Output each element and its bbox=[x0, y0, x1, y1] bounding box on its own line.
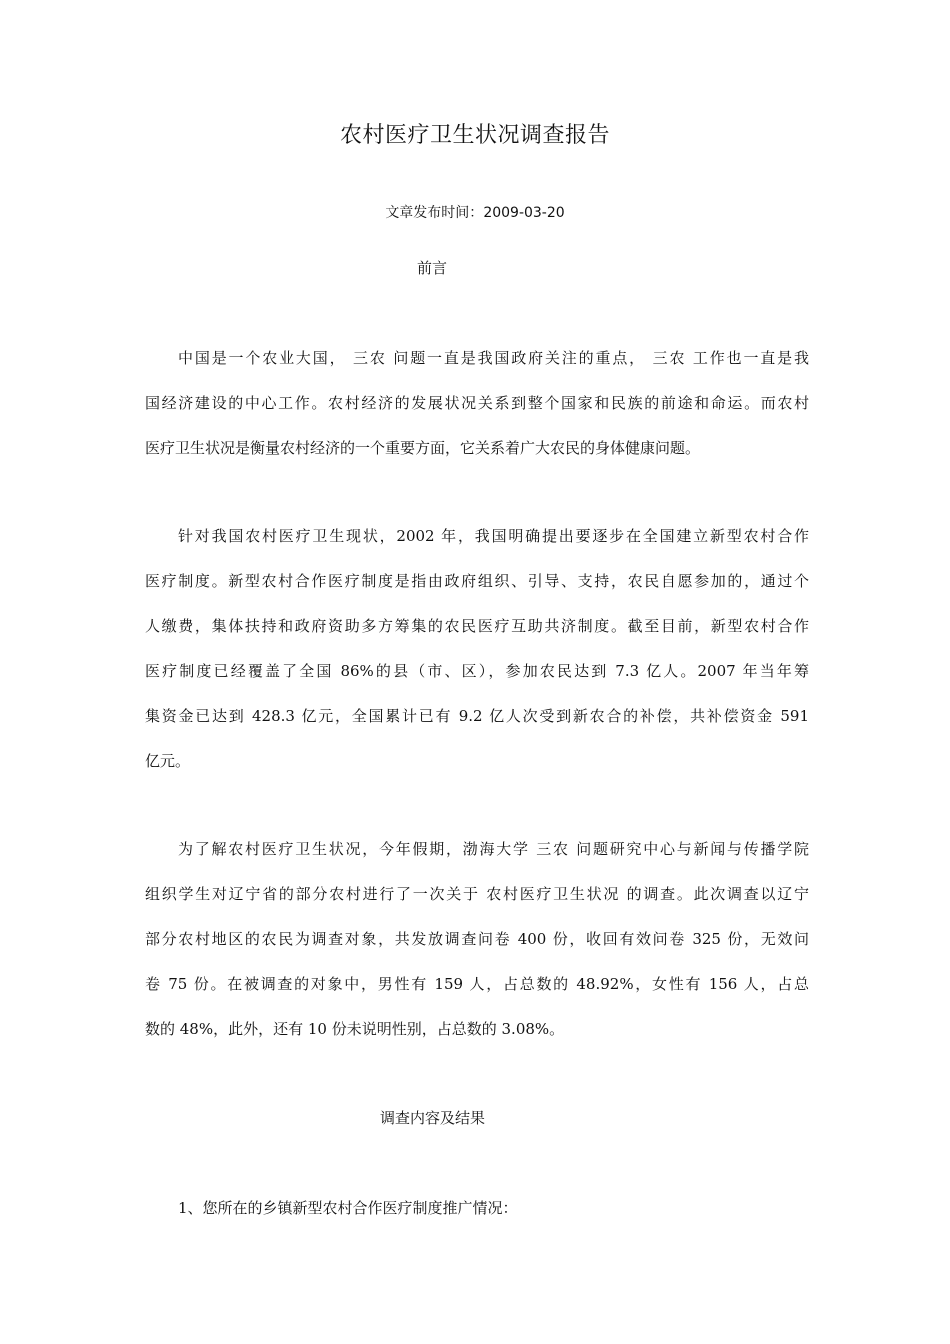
paragraph-line: 部分农村地区的农民为调查对象，共发放调查问卷 400 份，收回有效问卷 325 份，无效问 bbox=[145, 930, 809, 948]
paragraph-policy bbox=[145, 524, 809, 794]
paragraph-line: 卷 75 份。在被调查的对象中，男性有 159 人，占总数的 48.92%，女性有 156 人，占总 bbox=[145, 975, 809, 993]
paragraph-line: 集资金已达到 428.3 亿元，全国累计已有 9.2 亿人次受到新农合的补偿，共补偿资金 591 bbox=[145, 707, 809, 725]
survey-heading: 调查内容及结果 bbox=[380, 1109, 486, 1127]
paragraph-line: 亿元。 bbox=[145, 752, 191, 770]
survey-item-1: 1、您所在的乡镇新型农村合作医疗制度推广情况： bbox=[178, 1199, 518, 1217]
paragraph-line: 国经济建设的中心工作。农村经济的发展状况关系到整个国家和民族的前途和命运。而农村 bbox=[145, 394, 809, 412]
publish-date-value: 2009-03-20 bbox=[483, 205, 565, 221]
publish-date bbox=[0, 202, 950, 222]
paragraph-line: 针对我国农村医疗卫生现状，2002 年，我国明确提出要逐步在全国建立新型农村合作 bbox=[178, 527, 809, 545]
paragraph-line: 组织学生对辽宁省的部分农村进行了一次关于 农村医疗卫生状况 的调查。此次调查以辽宁 bbox=[145, 885, 809, 903]
paragraph-line: 中国是一个农业大国， 三农 问题一直是我国政府关注的重点， 三农 工作也一直是我 bbox=[178, 349, 809, 367]
paragraph-intro bbox=[145, 346, 809, 481]
paragraph-line: 医疗卫生状况是衡量农村经济的一个重要方面，它关系着广大农民的身体健康问题。 bbox=[145, 439, 701, 457]
document-title: 农村医疗卫生状况调查报告 bbox=[339, 123, 610, 148]
publish-date-label: 文章发布时间： bbox=[385, 205, 484, 221]
paragraph-line: 人缴费，集体扶持和政府资助多方筹集的农民医疗互助共济制度。截至目前，新型农村合作 bbox=[145, 617, 809, 635]
paragraph-line: 医疗制度已经覆盖了全国 86%的县（市、区），参加农民达到 7.3 亿人。2007 年当年筹 bbox=[145, 662, 809, 680]
paragraph-survey-intro bbox=[145, 837, 809, 1062]
preface-heading: 前言 bbox=[417, 259, 448, 277]
paragraph-line: 为了解农村医疗卫生状况，今年假期，渤海大学 三农 问题研究中心与新闻与传播学院 bbox=[178, 840, 809, 858]
paragraph-line: 数的 48%，此外，还有 10 份未说明性别，占总数的 3.08%。 bbox=[145, 1020, 565, 1038]
paragraph-line: 医疗制度。新型农村合作医疗制度是指由政府组织、引导、支持，农民自愿参加的，通过个 bbox=[145, 572, 809, 590]
